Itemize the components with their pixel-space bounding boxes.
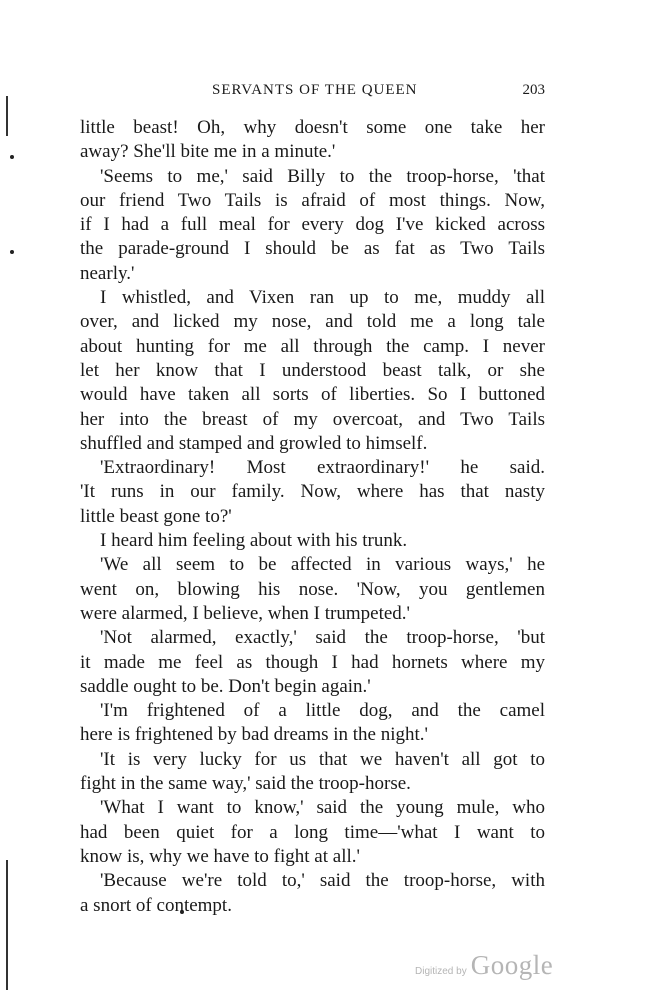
text-line: know is, why we have to fight at all.' [80,845,360,867]
text-line: I whistled, and Vixen ran up to me, muddy all [100,287,545,309]
text-line: her into the breast of my overcoat, and Two Tails [80,408,545,430]
text-line: 'It is very lucky for us that we haven't all got to [100,748,545,770]
running-title: SERVANTS OF THE QUEEN [212,82,418,98]
text-line: 'Not alarmed, exactly,' said the troop-horse, 'but [100,627,545,649]
text-line: if I had a full meal for every dog I've kicked across [80,214,545,236]
text-line: 'We all seem to be affected in various ways,' he [100,554,545,576]
text-line: 'Seems to me,' said Billy to the troop-horse, 'that [100,165,545,187]
text-line: went on, blowing his nose. 'Now, you gentlemen [80,578,545,600]
scan-edge-mark [6,860,8,990]
text-line: had been quiet for a long time—'what I want to [80,821,545,843]
text-line: little beast gone to?' [80,505,232,527]
watermark-prefix: Digitized by [415,966,467,977]
text-line: shuffled and stamped and growled to himself. [80,432,428,454]
text-line: our friend Two Tails is afraid of most things. Now, [80,189,545,211]
text-line: fight in the same way,' said the troop-horse. [80,773,411,795]
text-line: 'What I want to know,' said the young mule, who [100,797,545,819]
text-line: a snort of contempt. [80,894,232,916]
text-line: I heard him feeling about with his trunk. [100,530,408,552]
margin-speck [10,155,14,159]
page-number: 203 [522,82,545,98]
text-line: would have taken all sorts of liberties. So I buttoned [80,384,545,406]
watermark-brand: Google [470,950,554,980]
text-line: nearly.' [80,262,135,284]
scan-edge-mark [6,96,8,136]
text-line: it made me feel as though I had hornets where my [80,651,545,673]
text-line: the parade-ground I should be as fat as Two Tails [80,238,545,260]
text-line: saddle ought to be. Don't begin again.' [80,675,371,697]
text-line: about hunting for me all through the camp. I never [80,335,545,357]
text-line: over, and licked my nose, and told me a long tale [80,311,545,333]
text-line: 'I'm frightened of a little dog, and the camel [100,700,545,722]
text-line: little beast! Oh, why doesn't some one take her [80,117,545,138]
text-line: 'Extraordinary! Most extraordinary!' he said. [100,457,545,479]
text-line: were alarmed, I believe, when I trumpeted.' [80,602,410,624]
text-line: 'It runs in our family. Now, where has that nasty [80,481,545,503]
body-text [80,116,545,918]
google-watermark [415,950,553,981]
text-line: here is frightened by bad dreams in the night.' [80,724,428,746]
margin-speck [10,250,14,254]
text-line: let her know that I understood beast talk, or she [80,359,545,381]
text-line: away? She'll bite me in a minute.' [80,141,336,163]
text-line: 'Because we're told to,' said the troop-horse, with [100,870,545,892]
